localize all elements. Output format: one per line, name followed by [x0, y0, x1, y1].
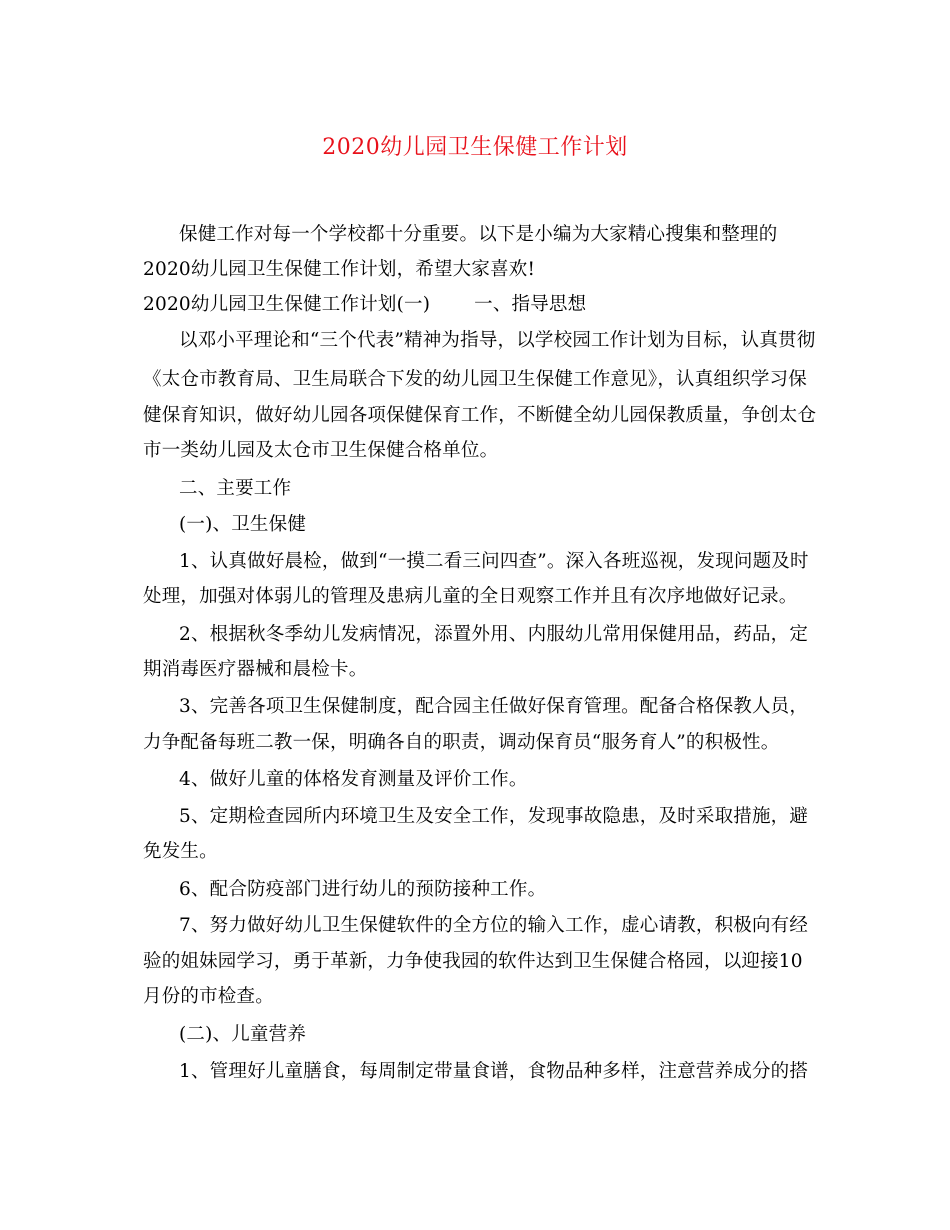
paragraph-line: 以邓小平理论和“三个代表”精神为指导，以学校园工作计划为目标，认真贯彻: [179, 330, 816, 351]
paragraph-line: 月份的市检查。: [143, 986, 274, 1007]
paragraph-line: 2、根据秋冬季幼儿发病情况，添置外用、内服幼儿常用保健用品，药品，定: [179, 624, 809, 645]
paragraph-line: 7、努力做好幼儿卫生保健软件的全方位的输入工作，虚心请教，积极向有经: [179, 915, 809, 936]
paragraph-line: 《太仓市教育局、卫生局联合下发的幼儿园卫生保健工作意见》，认真组织学习保: [143, 369, 807, 390]
paragraph-line: 4、做好儿童的体格发育测量及评价工作。: [179, 769, 528, 790]
document-title: 2020幼儿园卫生保健工作计划: [322, 135, 628, 160]
paragraph-line: 期消毒医疗器械和晨检卡。: [143, 659, 368, 680]
paragraph-line: 6、配合防疫部门进行幼儿的预防接种工作。: [179, 879, 547, 900]
paragraph-line: 3、完善各项卫生保健制度，配合园主任做好保育管理。配备合格保教人员，: [179, 696, 809, 717]
subsection-heading: (二)、儿童营养: [179, 1024, 307, 1045]
paragraph-line: 5、定期检查园所内环境卫生及安全工作，发现事故隐患，及时采取措施，避: [179, 806, 809, 827]
paragraph-line: 验的姐妹园学习，勇于革新，力争使我园的软件达到卫生保健合格园，以迎接10: [143, 951, 803, 972]
paragraph-line: 市一类幼儿园及太仓市卫生保健合格单位。: [143, 440, 499, 461]
paragraph-line: 1、认真做好晨检，做到“一摸二看三问四查”。深入各班巡视，发现问题及时: [179, 551, 809, 572]
paragraph-line: 2020幼儿园卫生保健工作计划，希望大家喜欢!: [143, 259, 536, 280]
paragraph-line: 1、管理好儿童膳食，每周制定带量食谱，食物品种多样，注意营养成分的搭: [179, 1061, 809, 1082]
section-line: [143, 291, 586, 319]
section-heading: 一、指导思想: [474, 294, 587, 315]
section-heading: 二、主要工作: [179, 478, 292, 499]
plan-subtitle: 2020幼儿园卫生保健工作计划(一): [143, 294, 431, 315]
paragraph-line: 健保育知识，做好幼儿园各项保健保育工作，不断健全幼儿园保教质量，争创太仓: [143, 405, 817, 426]
subsection-heading: (一)、卫生保健: [179, 514, 307, 535]
paragraph-line: 力争配备每班二教一保，明确各自的职责，调动保育员“服务育人”的积极性。: [143, 732, 780, 753]
paragraph-line: 保健工作对每一个学校都十分重要。以下是小编为大家精心搜集和整理的: [179, 224, 778, 245]
paragraph-line: 免发生。: [143, 841, 218, 862]
paragraph-line: 处理，加强对体弱儿的管理及患病儿童的全日观察工作并且有次序地做好记录。: [143, 586, 798, 607]
